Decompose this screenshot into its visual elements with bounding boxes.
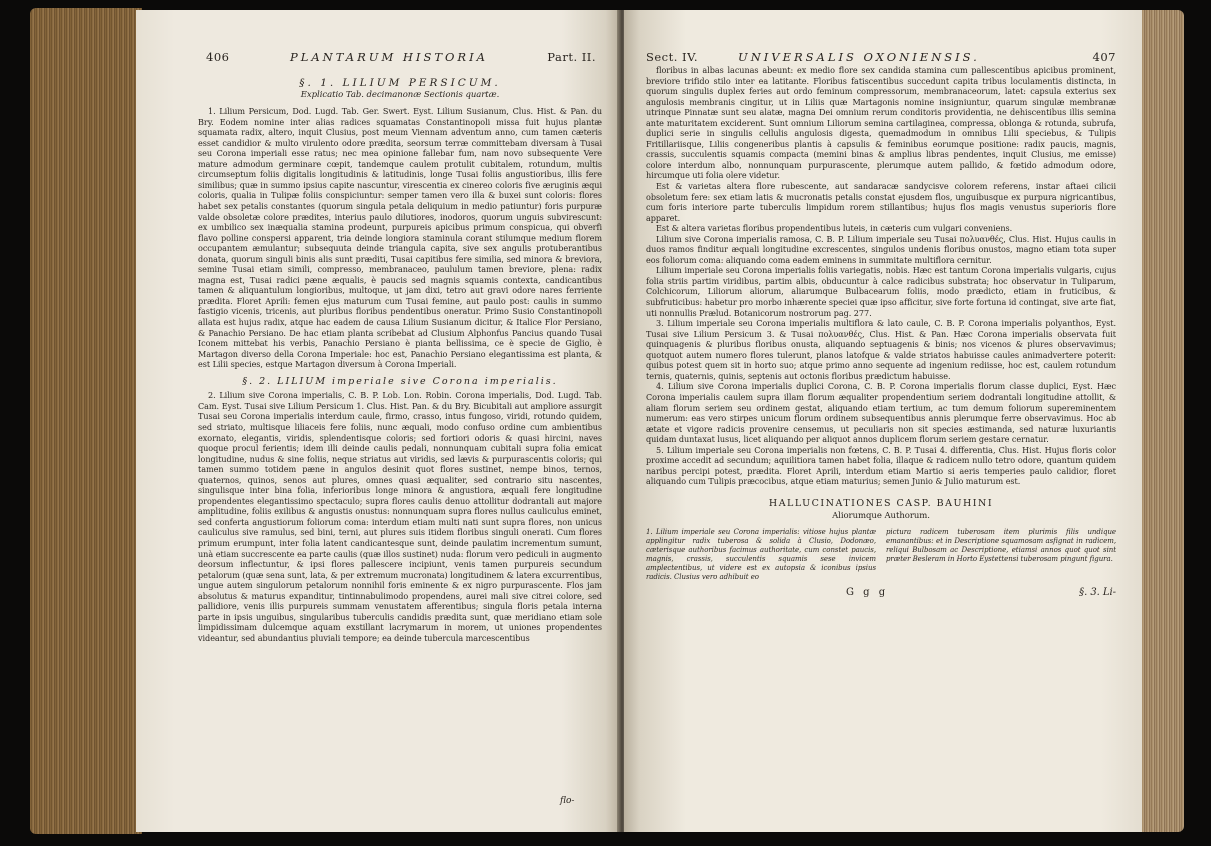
paragraph-duplici-corona: 4. Lilium sive Corona imperialis duplici Corona, C. B. P. Corona imperialis florum classe duplici, Eyst. Hæc Corona imperialis caulem supra illam florum æqualiter propendentium seriem dodrantali longitudine attollit, & aliam florum seriem seu ordinem gestat, aliquando etiam tertium, ac tum demum foliorum supereminentem numerum: eas vero stirpes unicum florum ordinem subsequentibus annis plerumque ferre observavimus. Hoc ab ætate et vigore radicis provenire censemus, ut peculiaris non sit species æstimanda, sed naturæ luxuriantis quidam duntaxat lusus, licet aliquando per aliquot annos duplicem florum seriem gestare cernatur. [646,381,1116,445]
paragraph-varietas-lutea: Est & altera varietas floribus propendentibus luteis, in cæteris cum vulgari conveniens. [656,223,1013,234]
right-catchword: §. 3. Li- [1079,586,1116,598]
right-running-title: UNIVERSALIS OXONIENSIS. [738,50,980,64]
paragraph-continuation: floribus in albas lacunas abeunt: ex medio flore sex candida stamina cum pallescentibus apicibus prominent, breviore trifido stilo inter ea latitante. Floribus fatiscentibus succedunt capita tribus loculamentis distincta, in quorum singulis duplex feries aut ordo feminum compressorum, membranaceorum, latet: capsula exterius sex angulosis membranis cingitur, ut in Liliis quæ Martagonis nomine insigniuntur, quarum singulæ membranæ utrinque Pinnatæ sunt seu alatæ, magna Dei omnium rerum conditoris providentia, ne dehiscentibus illis semina ante maturitatem exciderent. Sunt omnium Liliorum semina cartilaginea, compressa, oblonga & rotunda, subrufa, duplici serie in singulis cellulis angulosis digesta, quemadmodum in omnibus Lilii speciebus, & Tulipis Fritillariisque, Liliis congeneribus plantis à capsulis & feminibus eorumque positione: radix paucis, magnis, crassis, succulentis squamis compacta (memini binas & amplius libras pendentes, inquit Clusius, me emisse) colore interdum albo, nonnunquam purpurascente, plerumque autem pallido, & fœtido admodum odore, hircumque uti folia olere videtur. [646,65,1116,181]
left-running-title: PLANTARUM HISTORIA [290,50,488,64]
left-page-edges [30,8,142,834]
section-heading-lilium-persicum: §. 1. LILIUM PERSICUM. [299,77,501,89]
paragraph-lilium-persicum: 1. Lilium Persicum, Dod. Lugd. Tab. Ger. Swert. Eyst. Lilium Susianum, Clus. Hist. & Pan. du Bry. Eodem nomine inter alias radices squamatas Constantinopoli missa fuit hujus plantæ squamata radix, altero, inquit Clusius, post meum Viennam adventum anno, cum tamen cæteris esset candidior & multo virulento odore prædita, seorsum terræ committebam diversam à Tusai seu Corona imperiali esse ratus; nec mea opinione fallebar fum, nam novo subsequente Vere mature admodum germinare cœpit, tandemque caulem protulit cubitalem, rotundum, multis circumseptum foliis digitalis longitudinis & latitudinis, longe Tusai foliis angustioribus, illis fere similibus; quæ in summo ipsius capite nascuntur, virescentia ex cinereo coloris five æruginis æqui coloris, qualia in Tulipæ foliis conspiciuntur: semper tamen vero illa & buxei sunt coloris: flores habet sex petalis constantes (quorum singula petala deliquium in medio patiuntur) foris purpuræ valde obsoletæ colore prædites, interius paulo dilutiores, inodoros, quorum unguis subvirescunt: ex umbilico sex inæqualia stamina prodeunt, purpureis apicibus primum conspicua, qui obverfi flavo polline conspersi apparent, tria deinde longiora staminula corant stilumque medium florem occupantem æmulantur; subsequuta deinde triangula capita, sive sex angulis protuberantibus donata, quorum singuli binis alis sunt præditi, Tusai capitibus fere similia, sed minora & breviora, semine Tusai etiam simili, compresso, membranaceo, paululum tamen breviore, plena: radix magna est, Tusai radici pæne æqualis, è paucis sed magnis squamis contexta, candicantibus tamen & aliquantulum longioribus, multoque, ut jam dixi, tetro aut gravi odore nares ferriente prædita. Floret Aprili: femen ejus maturum cum Tusai femine, aut paulo post: caulis in summo fastigio vicenis, tricenis, aut pluribus floribus pendentibus oneratur. Primo Susio Constantinopoli allata est hujus radix, atque hac eadem de causa Lilium Susianum dicitur, & Italice Flor Persiano, & Panachio Persiano. De hac etiam planta scribebat ad Clusium Alphonfus Pancius quando Tusai Iconem mittebat his verbis, Panachio Persiano è pianta bellissima, ce è specie de Giglio, è Martagon diverso della Corona Imperiale: hoc est, Panachio Persiano elegantissima est planta, & est Lilii species, estque Martagon diversum à Corona Imperiali. [198,106,602,370]
left-catchword: flo- [560,796,575,806]
paragraph-variegata: Lilium imperiale seu Corona imperialis foliis variegatis, nobis. Hæc est tantum Corona imperialis vulgaris, cujus folia striis partim viridibus, partim albis, obducuntur à calce radicibus substrata; hoc observatur in Tuliparum, Colchicorum, Liliorum aliorum, aliarumque Bulbacearum foliis, modo prædicto, etiam in fruticibus, & subfruticibus: habetur pro morbo inhærente speciei quæ ipso afficitur, sive forte fortuna id contingat, sive arte fiat, uti nonnullis Prælud. Botanicorum nostrorum pag. 277. [646,265,1116,318]
right-section-label: Sect. IV. [646,50,699,64]
hallucinationes-heading: HALLUCINATIONES CASP. BAUHINI [768,497,994,509]
left-page [136,10,620,832]
hallucinationes-column-2: pictura radicem tuberosam item plurimis filis undique emanantibus: et in Descriptione squamosam asfignat in radicem, reliqui Bulbosam ac Descriptione, etiamsi annos quot quot sint præter Besleram in Horto Eystettensi tuberosam pingunt figura. [886,527,1116,563]
left-text-block [198,72,602,643]
left-part-label: Part. II. [547,50,596,64]
paragraph-ramosa: Lilium sive Corona imperialis ramosa, C. B. P. Lilium imperiale seu Tusai πολυανθές, Clus. Hist. Hujus caulis in duos ramos finditur æquali longitudine excrescentes, singulos undenis floribus onustos, magno etiam tota super eos foliorum coma: aliquando coma eadem eminens in summitate multiflora cernitur. [646,233,1116,265]
right-page-edges [1140,10,1184,832]
right-page [624,10,1142,832]
right-text-block [646,65,1116,599]
right-page-footer [646,588,1116,599]
paragraph-non-foetens: 5. Lilium imperiale seu Corona imperialis non fœtens, C. B. P. Tusai 4. differentia, Clus. Hist. Hujus floris color proxime accedit ad secundum; aquilitiora tamen habet folia, illaque & radicem nullo tetro odore, quantum quidem naribus percipi potest, prædita. Floret Aprili, interdum etiam Martio si aeris temperies paulo calidior, floret aliquando cum Tulipis præcocibus, atque etiam maturius; semen Junio & Julio maturum est. [646,444,1116,487]
hallucinationes-column-1: 1. Lilium imperiale seu Corona imperialis: vitiose hujus plantæ applingitur radix tuberosa & solida à Clusio, Dodonæo, cæterisque authoribus facimus authoritate, cum constet paucis, magnis, crassis, succulentis squamis sese invicem amplectentibus, ut videre est ex autopsia & iconibus ipsius radicis. Clusius vero adhibuit eo [646,527,876,581]
hallucinationes-columns [646,528,1116,582]
left-page-number: 406 [206,50,230,64]
right-page-number: 407 [1092,50,1116,64]
explicatio-line: Explicatio Tab. decimanonæ Sectionis quartæ. [300,89,500,100]
section-heading-lilium-imperiale: §. 2. LILIUM imperiale sive Corona imperialis. [242,375,558,387]
paragraph-corona-imperialis: 2. Lilium sive Corona imperialis, C. B. P. Lob. Lon. Robin. Corona imperialis, Dod. Lugd. Tab. Cam. Eyst. Tusai sive Lilium Persicum 1. Clus. Hist. Pan. & du Bry. Bicubitali aut ampliore assurgit Tusai seu Corona imperialis interdum caule, firmo, crasso, intus fungoso, viridi, rotundo quidem, sed striato, multisque liliaceis fere foliis, nunc æquali, modo confuso ordine cum ambientibus exornato, elegantis, viridis, splendentisque coloris; sed fortiori odoris & quasi hircini, naves quoque procul ferientis; idem illi deinde caulis pedali, nonnunquam cubitali supra folia emicat longitudine, nudus & sine foliis, neque striatus aut viridis, sed lævis & purpurascentis coloris; qui tamen summo totidem pæne in angulos desinit quot flores sustinet, nempe binos, ternos, quaternos, quinos, senos aut plures, omnes quasi æqualiter, sed contrario situ nascentes, singulisque inter bina folia, inferioribus longe minora & angustiora, æquali fere longitudine propendentes elegantissimo spectaculo; supra flores caulis denuo attollitur dodrantali aut majore amplitudine, foliis exilibus & angustis onustus: nonnunquam supra flores nullus cauliculus eminet, sed conferta angustiorum foliorum coma: interdum etiam multi nati sunt supra flores, non unicus cauliculus sive ramulus, sed bini, terni, aut plures suis itidem floribus singuli onerati. Cum flores primum erumpunt, inter folia latent candicantesque sunt, deinde paulatim incrementum sumunt, unà etiam succrescente ea parte caulis (quæ illos sustinet) nuda: florum vero pediculi in augmento deorsum inflectuntur, & ipsi flores pallescere incipiunt, venis tamen purpureis secundum petalorum (quæ sena sunt, lata, & per extremum mucronata) longitudinem & latera excurrentibus, ungue autem singulorum petalorum nonnihil foris eminente & ex nigro purpurascente. Flos jam absolutus & maturus expanditur, tintinnabulimodo propendens, aurei mali sive citrei colore, sed pallidiore, venis illis purpureis summam venustatem afferentibus; singula floris petala interna parte in ipsis unguibus, singularibus tuberculis candidis prædita sunt, quæ meridiano etiam sole limpidissimam dulcemque aquam exstillant lacrymarum in morem, ut uniones propendentes videantur, sed abundantius pluviali tempore; ea deinde tubercula marcescentibus [198,390,602,643]
paragraph-multiflora: 3. Lilium imperiale seu Corona imperialis multiflora & lato caule, C. B. P. Corona imperialis polyanthos, Eyst. Tusai sive Lilium Persicum 3. & Tusai πολυανθές, Clus. Hist. & Pan. Hæc Corona imperialis observata fuit quinquagenis & pluribus floribus onusta, aliquando septuagenis & binis; nos vicenos & plures observavimus; quotquot autem numero flores tulerunt, planos latofque & valde striatos habuisse caules animadvertere poterit: quibus potest quem sit in horto suo; atque primo anno sequente ad ingenium rediisse, hoc est, caulem rotundum ternis, quaternis, quinis, septenis aut octonis floribus prædictum habuisse. [646,318,1116,381]
paragraph-varietas-rubescens: Est & varietas altera flore rubescente, aut sandaracæ sandycisve colorem referens, instar aftaei cilicii obsoletum fere: sex etiam latis & mucronatis petalis constat ejusdem flos, unguibusque ex purpura nigricantibus, cum foris interiore parte tuberculis limpidum rorem stillantibus; hujus flos magis venustus superioris flore apparet. [646,181,1116,223]
hallucinationes-subheading: Aliorumque Authorum. [832,511,930,522]
signature-mark: G g g [846,586,889,598]
